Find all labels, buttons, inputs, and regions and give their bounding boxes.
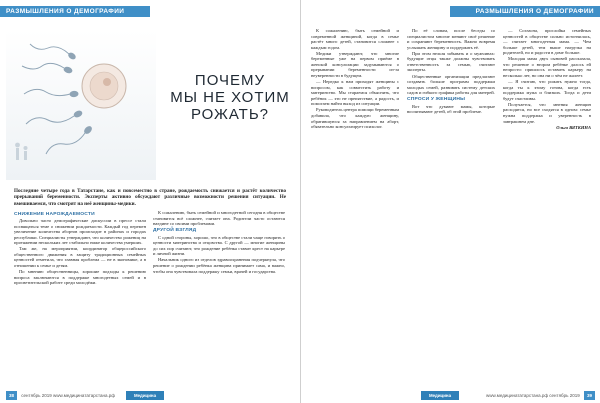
- right-column-2: [407, 28, 495, 115]
- paragraph: К сожалению, быть семейной и многодетной сегодня в обществе становится всё сложнее, считает она. Родители часто остаются наедине со своими проблемами.: [153, 210, 285, 227]
- subheading: СНИЖЕНИЕ НАРОЖДАЕМОСТИ: [14, 211, 95, 217]
- headline-line: ПОЧЕМУ: [194, 72, 266, 89]
- paragraph: Руководитель центра помощи беременным добавила, что каждую женщину, обратившуюся за направлением на аборт, обязательно консультирует психолог.: [311, 107, 399, 130]
- subheading: ДРУГОЙ ВЗГЛЯД: [153, 228, 197, 234]
- author-signature: Ольга ВЯТКИНА: [556, 125, 591, 131]
- paragraph: По мнению общественницы, хорошие подходы к решению вопроса заключаются в поддержке многодетных семей и в просветительской работе среди молодёжи.: [14, 269, 146, 286]
- paragraph: Довольно часто демографические дискуссии в прессе стали посвящаться теме о снижении рождаемости. Каждый год перемен увеличение количества абортов происходит в районах и городах республики. Специалисты утверждают, что количество рожениц на протяжении нескольких лет стабильно ниже количества умерших.: [14, 218, 146, 246]
- left-column-1: [14, 210, 146, 286]
- page-footer: [6, 391, 296, 400]
- magazine-logo: Медицина: [421, 391, 459, 400]
- headline-line: МЫ НЕ ХОТИМ: [170, 89, 290, 106]
- paragraph: По её словам, после беседы со специалистом многие меняют своё решение и сохраняют беременность. Важно вовремя услышать женщину и поддержать её.: [407, 28, 495, 50]
- headline-line: РОЖАТЬ?: [190, 106, 270, 123]
- paragraph: Там же, на мероприятии, координатор общероссийского общественного движения в защиту традиционных семейных ценностей отметила, что главная проблема — не в экономике, а в отношении к семье и детям.: [14, 246, 146, 269]
- paragraph: Общественные организации предлагают создавать больше программ поддержки молодых семей, развивать систему детских садов и гибкого графика работы для матерей.: [407, 73, 495, 96]
- paragraph: Молодая мама двух сыновей рассказала, что решение о втором ребёнке далось ей непросто: пришлось оставить карьеру на несколько лет, но она ни о чём не жалеет.: [503, 56, 591, 78]
- lead-paragraph: Последние четыре года в Татарстане, как и повсеместно в стране, рождаемость снижается и растёт количество прерываний беременности. Эксперты активно обсуждают различные возможности решения ситуации. Не вмешиваемся, что смотрят на неё женщины-медики.: [14, 188, 286, 207]
- right-column-3: [503, 28, 591, 131]
- issue-info: www.медицинататарстана.рф сентябрь 2019: [486, 393, 580, 398]
- magazine-logo: Медицина: [126, 391, 164, 400]
- paragraph: Начальник одного из отделов здравоохранения подчеркнула, что решение о рождении ребёнка женщина принимает сама, и важно, чтобы она чувствовала поддержку семьи, врачей и государства.: [153, 257, 285, 274]
- paragraph: При этом нельзя забывать и о мужчинах: будущие отцы также должны чувствовать ответственность за семью, считают эксперты.: [407, 50, 495, 73]
- paragraph: Медики утверждают, что многие беременные уже на первом приёме в женской консультации задумываются о прерывании беременности из-за неуверенности в будущем.: [311, 50, 399, 78]
- section-label: РАЗМЫШЛЕНИЯ О ДЕМОГРАФИИ: [450, 6, 600, 17]
- left-column-2: [153, 210, 285, 275]
- subheading: СПРОСИ У ЖЕНЩИНЫ: [407, 97, 466, 103]
- section-label: РАЗМЫШЛЕНИЯ О ДЕМОГРАФИИ: [0, 6, 150, 17]
- paragraph: К сожалению, быть семейной и современной женщиной, когда в семье растёт много детей, становится сложнее с каждым годом.: [311, 28, 399, 50]
- page-number: 39: [584, 391, 595, 400]
- paragraph: — Нередко к нам приходят женщины с вопросом, как совместить работу и материнство. Мы стараемся объяснить, что ребёнок — это не препятствие, а радость, и помогаем найти выход из ситуации.: [311, 79, 399, 107]
- paragraph: — Согласна, прослойка семейных ценностей в обществе сильно истончилась, — считает многодетная мама. — Чем больше детей, тем выше нагрузка на родителей, но и радости в доме больше.: [503, 28, 591, 56]
- page-footer: [305, 391, 595, 400]
- paragraph: — Я считаю, что рожать нужно тогда, когда ты к этому готова, когда есть поддержка мужа и близких. Тогда и дети будут счастливы.: [503, 79, 591, 101]
- paragraph: Получается, что мнения женщин расходятся, но все сходятся в одном: семье нужна поддержка и уверенность в завтрашнем дне.: [503, 101, 591, 124]
- right-column-1: [311, 28, 399, 130]
- paragraph: С одной стороны, хорошо, что в обществе стали чаще говорить о ценности материнства и отцовства. С другой — многие женщины до сих пор считают, что рождение ребёнка ставит крест на карьере и личной жизни.: [153, 234, 285, 257]
- article-headline: [170, 72, 290, 123]
- right-page: [300, 0, 600, 403]
- issue-info: сентябрь 2019 www.медицинататарстана.рф: [21, 393, 115, 398]
- paragraph: Вот что думают мамы, которые воспитывают детей, об этой проблеме.: [407, 103, 495, 115]
- fertility-illustration: [6, 30, 156, 180]
- page-number: 38: [6, 391, 17, 400]
